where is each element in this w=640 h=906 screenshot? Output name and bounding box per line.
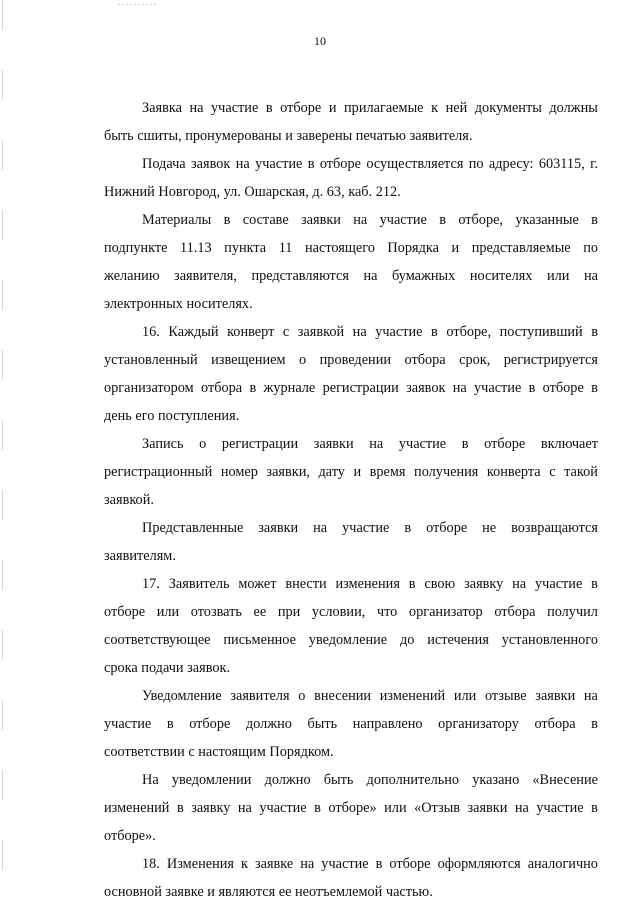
text-line: организатором отбора в журнале регистрации заявок на участие в отборе в (104, 380, 598, 396)
paragraph-6 (104, 514, 598, 570)
page-number: 10 (314, 34, 326, 48)
text-line: На уведомлении должно быть дополнительно указано «Внесение (142, 772, 598, 788)
text-line: Уведомление заявителя о внесении изменений или отзыве заявки на (142, 688, 598, 704)
text-line: электронных носителях. (104, 296, 253, 312)
paragraph-8 (104, 682, 598, 766)
paragraph-16 (104, 318, 598, 430)
paragraph-3 (104, 206, 598, 318)
text-line: подпункте 11.13 пункта 11 настоящего Порядка и представляемые по (104, 240, 598, 256)
document-body (104, 94, 598, 906)
text-line: заявкой. (104, 492, 154, 508)
text-line: основной заявке и являются ее неотъемлемой частью. (104, 884, 433, 900)
text-line: день его поступления. (104, 408, 240, 424)
scan-top-artifact (118, 4, 158, 5)
text-line: участие в отборе должно быть направлено организатору отбора в (104, 716, 598, 732)
text-line: Представленные заявки на участие в отборе не возвращаются (142, 520, 598, 536)
paragraph-18 (104, 850, 598, 906)
text-line: отборе». (104, 828, 156, 844)
text-line: изменений в заявку на участие в отборе» или «Отзыв заявки на участие в (104, 800, 598, 816)
text-line: желанию заявителя, представляются на бумажных носителях или на (104, 268, 598, 284)
text-line: 17. Заявитель может внести изменения в свою заявку на участие в (142, 576, 598, 592)
paragraph-5 (104, 430, 598, 514)
paragraph-1 (104, 94, 598, 150)
text-line: Заявка на участие в отборе и прилагаемые к ней документы должны (142, 100, 598, 116)
paragraph-2 (104, 150, 598, 206)
text-line: Запись о регистрации заявки на участие в отборе включает (142, 436, 598, 452)
text-line: срока подачи заявок. (104, 660, 231, 676)
text-line: соответствии с настоящим Порядком. (104, 744, 334, 760)
paragraph-9 (104, 766, 598, 850)
text-line: регистрационный номер заявки, дату и время получения конверта с такой (104, 464, 598, 480)
text-line: установленный извещением о проведении отбора срок, регистрируется (104, 352, 598, 368)
text-line: отборе или отозвать ее при условии, что организатор отбора получил (104, 604, 598, 620)
scan-edge-artifact (2, 0, 3, 905)
text-line: Нижний Новгород, ул. Ошарская, д. 63, каб. 212. (104, 184, 401, 200)
text-line: Материалы в составе заявки на участие в отборе, указанные в (142, 212, 598, 228)
text-line: быть сшиты, пронумерованы и заверены печатью заявителя. (104, 128, 473, 144)
paragraph-17 (104, 570, 598, 682)
text-line: заявителям. (104, 548, 176, 564)
text-line: соответствующее письменное уведомление до истечения установленного (104, 632, 598, 648)
text-line: Подача заявок на участие в отборе осуществляется по адресу: 603115, г. (142, 156, 598, 172)
text-line: 16. Каждый конверт с заявкой на участие в отборе, поступивший в (142, 324, 598, 340)
text-line: 18. Изменения к заявке на участие в отборе оформляются аналогично (142, 856, 598, 872)
